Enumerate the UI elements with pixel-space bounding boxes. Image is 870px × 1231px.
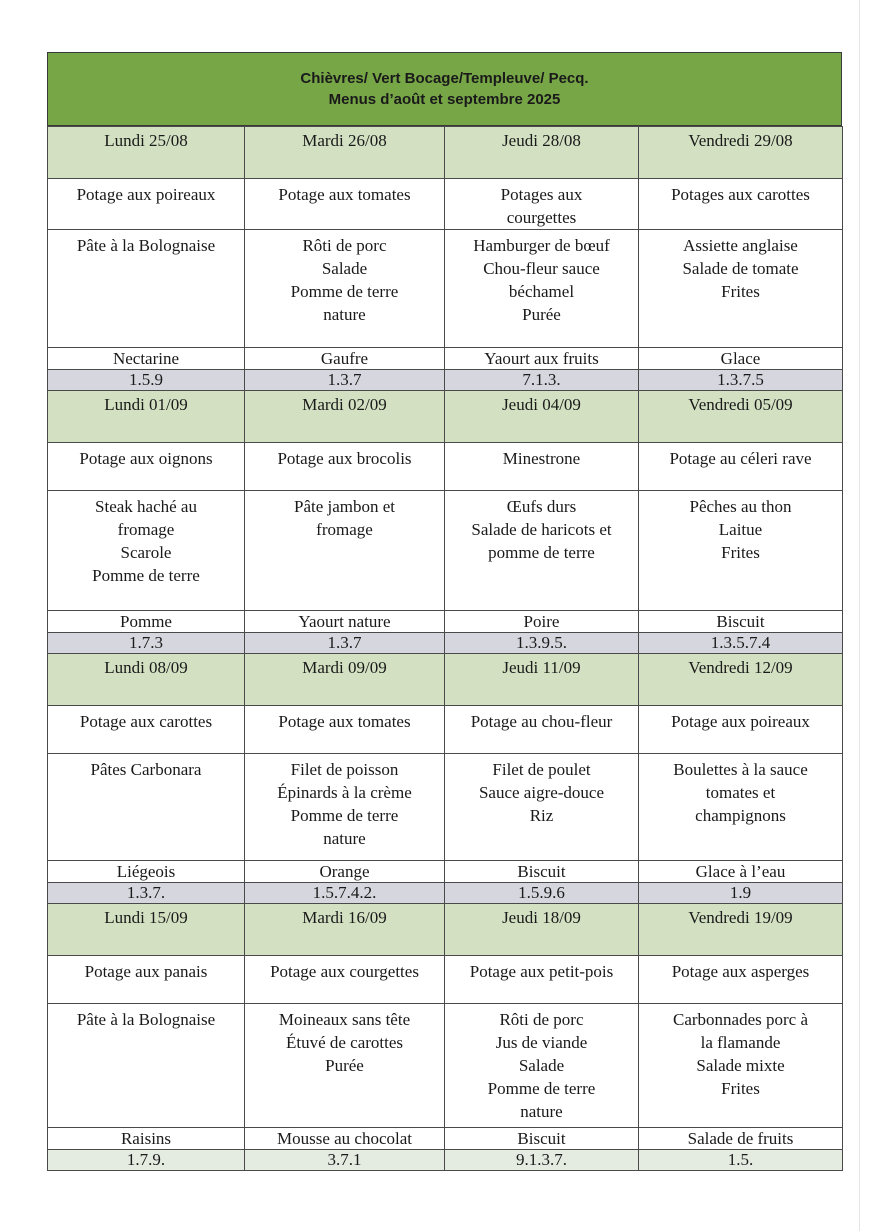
allergen-codes-text: 1.5. (727, 1150, 754, 1169)
day-header-row (48, 904, 843, 956)
day-header-cell (639, 127, 843, 179)
dessert-text: Gaufre (320, 349, 369, 368)
allergen-codes-cell (445, 1150, 639, 1171)
dessert-text: Poire (523, 612, 560, 631)
allergen-codes-cell (639, 633, 843, 654)
soup-cell (445, 443, 639, 491)
soup-text: Potage au chou-fleur (470, 712, 613, 731)
dessert-cell (48, 861, 245, 883)
day-header-cell (245, 904, 445, 956)
soup-row (48, 443, 843, 491)
dessert-cell (245, 348, 445, 370)
main-course-text: Filet de poulet Sauce aigre-douce Riz (478, 760, 605, 825)
allergen-codes-text: 1.5.9 (129, 370, 163, 389)
menu-table-body (48, 127, 843, 1171)
soup-cell (639, 706, 843, 754)
allergen-codes-cell (245, 633, 445, 654)
main-course-cell (639, 230, 843, 348)
day-header-cell (445, 654, 639, 706)
main-course-text: Rôti de porc Salade Pomme de terre nature (290, 236, 399, 324)
day-header-text: Vendredi 29/08 (688, 131, 793, 150)
soup-cell (245, 443, 445, 491)
dessert-cell (245, 1128, 445, 1150)
header-title-line1: Chièvres/ Vert Bocage/Templeuve/ Pecq. (300, 70, 589, 87)
allergen-codes-text: 9.1.3.7. (516, 1150, 567, 1169)
day-header-text: Lundi 25/08 (104, 131, 188, 150)
main-course-cell (48, 491, 245, 611)
main-course-text: Boulettes à la sauce tomates et champignons (673, 760, 808, 825)
allergen-codes-row (48, 883, 843, 904)
main-course-text: Pêches au thon Laitue Frites (689, 497, 792, 562)
main-course-cell (639, 754, 843, 861)
dessert-text: Liégeois (116, 862, 176, 881)
page-edge (859, 0, 860, 1231)
dessert-text: Glace (720, 349, 761, 368)
allergen-codes-cell (639, 883, 843, 904)
allergen-codes-text: 1.3.7 (327, 370, 362, 389)
soup-text: Potage aux carottes (79, 712, 213, 731)
main-course-cell (445, 491, 639, 611)
soup-cell (48, 179, 245, 230)
soup-cell (445, 706, 639, 754)
main-course-text: Filet de poisson Épinards à la crème Pomme de terre nature (277, 760, 412, 848)
main-course-cell (639, 1004, 843, 1128)
main-course-cell (445, 1004, 639, 1128)
soup-cell (48, 706, 245, 754)
day-header-text: Jeudi 18/09 (502, 908, 581, 927)
allergen-codes-text: 1.5.9.6 (518, 883, 565, 902)
dessert-cell (639, 1128, 843, 1150)
soup-text: Potage aux oignons (79, 449, 213, 468)
main-course-text: Pâte jambon et fromage (293, 497, 396, 539)
soup-text: Potages aux courgettes (500, 185, 583, 227)
day-header-cell (245, 654, 445, 706)
dessert-cell (445, 1128, 639, 1150)
main-course-cell (639, 491, 843, 611)
main-course-text: Pâte à la Bolognaise (76, 1010, 216, 1029)
main-course-text: Moineaux sans tête Étuvé de carottes Purée (278, 1010, 411, 1075)
dessert-text: Glace à l’eau (695, 862, 786, 881)
soup-cell (245, 706, 445, 754)
dessert-cell (445, 611, 639, 633)
dessert-cell (48, 611, 245, 633)
main-course-row (48, 754, 843, 861)
day-header-cell (48, 127, 245, 179)
soup-cell (639, 179, 843, 230)
allergen-codes-text: 1.9 (729, 883, 752, 902)
day-header-row (48, 127, 843, 179)
soup-cell (639, 956, 843, 1004)
menu-header (47, 52, 842, 126)
allergen-codes-cell (48, 883, 245, 904)
main-course-text: Carbonnades porc à la flamande Salade mixte Frites (672, 1010, 808, 1098)
soup-row (48, 706, 843, 754)
allergen-codes-cell (48, 370, 245, 391)
header-title-line2: Menus d’août et septembre 2025 (328, 91, 561, 108)
main-course-cell (245, 230, 445, 348)
dessert-row (48, 861, 843, 883)
soup-text: Potage au céleri rave (669, 449, 812, 468)
soup-text: Potage aux panais (84, 962, 208, 981)
day-header-text: Mardi 26/08 (302, 131, 387, 150)
allergen-codes-cell (245, 883, 445, 904)
allergen-codes-row (48, 1150, 843, 1171)
allergen-codes-cell (639, 1150, 843, 1171)
dessert-cell (639, 611, 843, 633)
soup-cell (639, 443, 843, 491)
soup-text: Minestrone (502, 449, 581, 468)
day-header-text: Mardi 02/09 (302, 395, 387, 414)
day-header-cell (245, 391, 445, 443)
soup-text: Potage aux asperges (671, 962, 810, 981)
dessert-cell (639, 348, 843, 370)
allergen-codes-text: 1.3.7 (327, 633, 362, 652)
allergen-codes-text: 1.3.5.7.4 (710, 633, 771, 652)
day-header-text: Jeudi 04/09 (502, 395, 581, 414)
dessert-row (48, 348, 843, 370)
allergen-codes-row (48, 633, 843, 654)
main-course-text: Hamburger de bœuf Chou-fleur sauce béchamel Purée (473, 236, 610, 324)
allergen-codes-cell (445, 370, 639, 391)
soup-cell (245, 956, 445, 1004)
day-header-cell (445, 904, 639, 956)
main-course-cell (48, 1004, 245, 1128)
dessert-cell (48, 1128, 245, 1150)
allergen-codes-text: 1.3.7.5 (717, 370, 764, 389)
allergen-codes-text: 1.3.7. (126, 883, 166, 902)
day-header-row (48, 654, 843, 706)
dessert-text: Yaourt nature (298, 612, 391, 631)
soup-text: Potage aux petit-pois (469, 962, 614, 981)
allergen-codes-cell (245, 1150, 445, 1171)
dessert-text: Salade de fruits (687, 1129, 794, 1148)
main-course-cell (48, 754, 245, 861)
soup-cell (48, 956, 245, 1004)
allergen-codes-cell (639, 370, 843, 391)
dessert-cell (245, 611, 445, 633)
soup-cell (445, 956, 639, 1004)
allergen-codes-cell (245, 370, 445, 391)
allergen-codes-row (48, 370, 843, 391)
main-course-cell (245, 1004, 445, 1128)
main-course-row (48, 230, 843, 348)
soup-text: Potage aux poireaux (76, 185, 216, 204)
day-header-text: Vendredi 12/09 (688, 658, 793, 677)
day-header-cell (445, 127, 639, 179)
day-header-row (48, 391, 843, 443)
day-header-cell (639, 391, 843, 443)
main-course-row (48, 491, 843, 611)
allergen-codes-cell (48, 1150, 245, 1171)
main-course-cell (245, 491, 445, 611)
day-header-cell (639, 904, 843, 956)
allergen-codes-cell (445, 633, 639, 654)
day-header-cell (245, 127, 445, 179)
dessert-cell (445, 861, 639, 883)
soup-text: Potage aux brocolis (277, 449, 412, 468)
dessert-cell (48, 348, 245, 370)
soup-text: Potage aux tomates (278, 712, 411, 731)
main-course-cell (48, 230, 245, 348)
dessert-cell (445, 348, 639, 370)
soup-text: Potage aux poireaux (671, 712, 810, 731)
day-header-text: Vendredi 19/09 (688, 908, 793, 927)
soup-cell (245, 179, 445, 230)
day-header-text: Jeudi 28/08 (502, 131, 581, 150)
dessert-cell (245, 861, 445, 883)
dessert-text: Biscuit (517, 862, 566, 881)
dessert-row (48, 611, 843, 633)
main-course-text: Pâtes Carbonara (90, 760, 202, 779)
day-header-text: Lundi 15/09 (104, 908, 188, 927)
day-header-text: Jeudi 11/09 (502, 658, 581, 677)
allergen-codes-cell (445, 883, 639, 904)
main-course-text: Steak haché au fromage Scarole Pomme de terre (92, 497, 200, 585)
dessert-text: Nectarine (112, 349, 180, 368)
soup-row (48, 179, 843, 230)
allergen-codes-text: 1.7.9. (126, 1150, 166, 1169)
dessert-text: Raisins (120, 1129, 172, 1148)
allergen-codes-cell (48, 633, 245, 654)
day-header-cell (48, 391, 245, 443)
allergen-codes-text: 7.1.3. (522, 370, 561, 389)
dessert-text: Pomme (120, 612, 172, 631)
allergen-codes-text: 1.5.7.4.2. (312, 883, 377, 902)
day-header-text: Lundi 01/09 (104, 395, 188, 414)
day-header-text: Mardi 09/09 (302, 658, 387, 677)
soup-text: Potages aux carottes (671, 185, 810, 204)
main-course-cell (445, 754, 639, 861)
day-header-text: Lundi 08/09 (104, 658, 188, 677)
menu-sheet (47, 52, 842, 1171)
dessert-cell (639, 861, 843, 883)
allergen-codes-text: 1.3.9.5. (516, 633, 567, 652)
main-course-cell (445, 230, 639, 348)
soup-text: Potage aux courgettes (270, 962, 419, 981)
dessert-text: Mousse au chocolat (276, 1129, 413, 1148)
day-header-cell (445, 391, 639, 443)
day-header-text: Mardi 16/09 (302, 908, 387, 927)
menu-table (47, 126, 843, 1171)
main-course-text: Assiette anglaise Salade de tomate Frites (682, 236, 799, 301)
main-course-text: Pâte à la Bolognaise (76, 236, 216, 255)
dessert-text: Yaourt aux fruits (484, 349, 599, 368)
soup-row (48, 956, 843, 1004)
allergen-codes-text: 3.7.1 (327, 1150, 362, 1169)
main-course-cell (245, 754, 445, 861)
dessert-row (48, 1128, 843, 1150)
soup-cell (48, 443, 245, 491)
dessert-text: Biscuit (716, 612, 765, 631)
day-header-cell (639, 654, 843, 706)
allergen-codes-text: 1.7.3 (129, 633, 163, 652)
dessert-text: Orange (319, 862, 370, 881)
day-header-cell (48, 904, 245, 956)
main-course-row (48, 1004, 843, 1128)
day-header-text: Vendredi 05/09 (688, 395, 793, 414)
day-header-cell (48, 654, 245, 706)
dessert-text: Biscuit (517, 1129, 566, 1148)
main-course-text: Rôti de porc Jus de viande Salade Pomme de terre nature (487, 1010, 596, 1121)
soup-cell (445, 179, 639, 230)
soup-text: Potage aux tomates (278, 185, 411, 204)
main-course-text: Œufs durs Salade de haricots et pomme de terre (471, 497, 612, 562)
